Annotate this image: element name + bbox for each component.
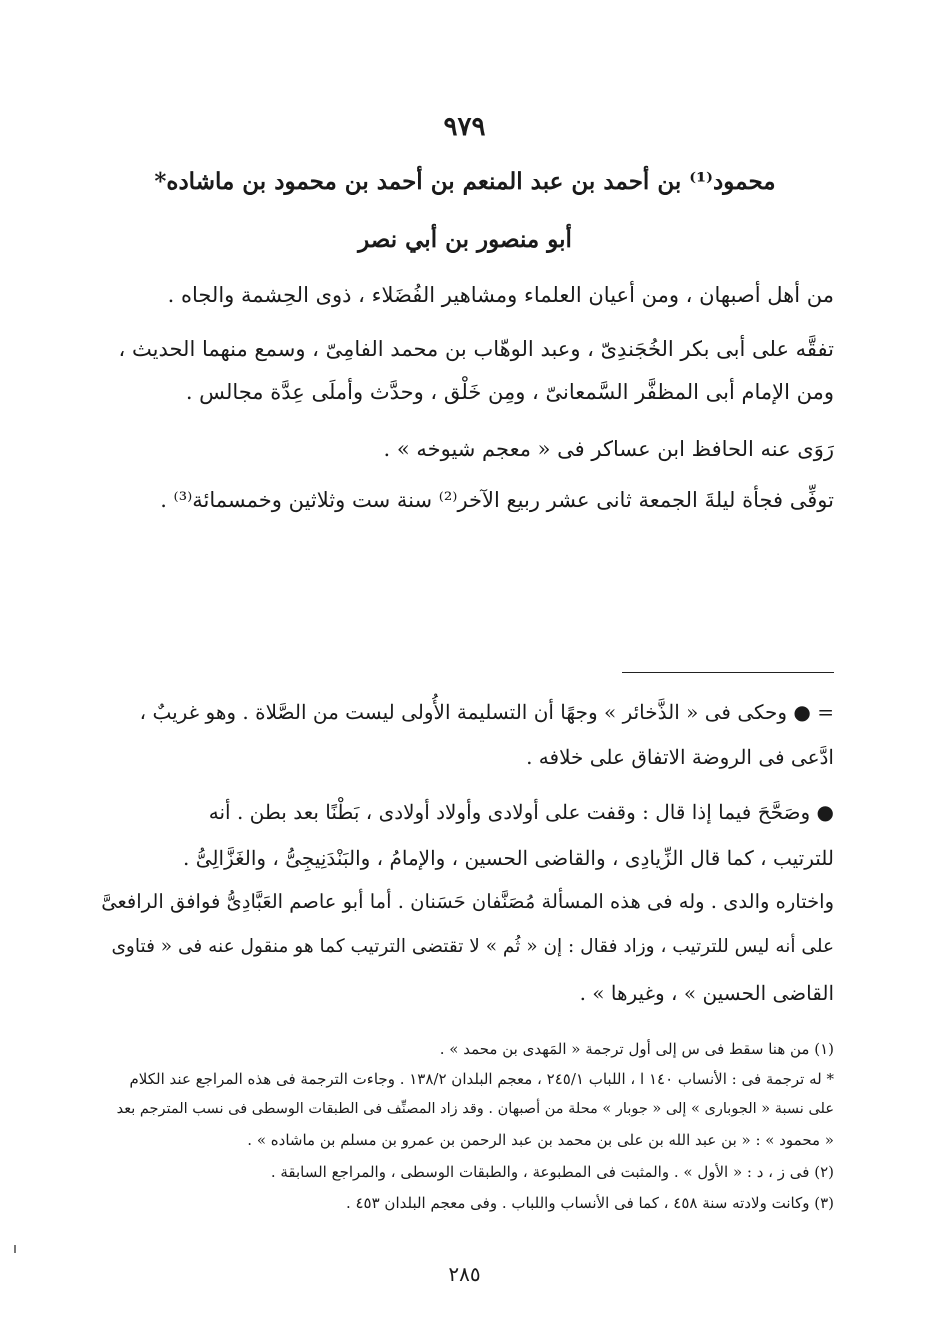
footnote: (٣) وكانت ولادته سنة ٤٥٨ ، كما فى الأنساب واللباب . وفى معجم البلدان ٤٥٣ . bbox=[345, 1194, 834, 1212]
continuation-line: على أنه ليس للترتيب ، وزاد فقال : إن « ثُم » لا تقتضى الترتيب كما هو منقول عنه فى « فتاوى bbox=[111, 936, 834, 957]
footnote: (٢) فى ز ، د : « الأول » . والمثبت فى المطبوعة ، والطبقات الوسطى ، والمراجع السابقة . bbox=[270, 1163, 834, 1181]
biography-heading: محمود⁽¹⁾ بن أحمد بن عبد المنعم بن أحمد بن محمود بن ماشاده* bbox=[154, 168, 776, 195]
continuation-line: القاضى الحسين » ، وغيرها » . bbox=[579, 981, 834, 1005]
body-line: رَوَى عنه الحافظ ابن عساكر فى « معجم شيوخه » . bbox=[383, 437, 834, 461]
body-line: من أهل أصبهان ، ومن أعيان العلماء ومشاهير الفُضَلاء ، ذوى الحِشمة والجاه . bbox=[167, 283, 834, 307]
body-line: ومن الإمام أبى المظفَّر السَّمعانىّ ، ومِن خَلْق ، وحدَّث وأملَى عِدَّة مجالس . bbox=[185, 380, 834, 404]
footnote: * له ترجمة فى : الأنساب ١٤٠ ا ، اللباب ٢٤٥/١ ، معجم البلدان ١٣٨/٢ . وجاءت الترجمة فى هذه المراجع عند الكلام bbox=[129, 1070, 834, 1088]
footnote: على نسبة « الجوبارى » إلى « جوبار » محلة من أصبهان . وقد زاد المصنِّف فى الطبقات الوسطى فى نسب المترجم بعد bbox=[116, 1101, 834, 1117]
continuation-line: ● وصَحَّحَ فيما إذا قال : وقفت على أولادى وأولاد أولادى ، بَطْنًا بعد بطن . أنه bbox=[208, 800, 834, 824]
footnote: (١) من هنا سقط فى س إلى أول ترجمة « المَهدى بن محمد » . bbox=[439, 1040, 834, 1058]
scan-mark bbox=[14, 1245, 16, 1253]
continuation-line: ادَّعى فى الروضة الاتفاق على خلافه . bbox=[526, 745, 834, 769]
continuation-line: واختاره والدى . وله فى هذه المسألة مُصَنَّفان حَسَنان . أما أبو عاصم العَبَّادِىُّ فوافق الرافعىَّ bbox=[101, 890, 834, 913]
body-line: تفقَّه على أبى بكر الخُجَندِىّ ، وعبد الوهّاب بن محمد الفامِىّ ، وسمع منهما الحديث ، bbox=[118, 337, 834, 361]
footnote-separator bbox=[622, 672, 834, 673]
biography-kunya: أبو منصور بن أبي نصر bbox=[358, 226, 572, 253]
continuation-line: = ● وحكى فى « الذَّخائر » وجهًا أن التسليمة الأُولى ليست من الصَّلاة . وهو غريبٌ ، bbox=[139, 700, 834, 724]
entry-number: ٩٧٩ bbox=[443, 112, 486, 142]
footnote: « محمود » : « بن عبد الله بن على بن محمد بن عبد الرحمن بن عمرو بن مسلم بن ماشاده » . bbox=[247, 1131, 834, 1149]
continuation-line: للترتيب ، كما قال الزِّيادِى ، والقاضى الحسين ، والإمامُ ، والبَنْدَنِيجِىُّ ، والغَزَّالِىُّ . bbox=[183, 846, 834, 870]
body-line: توفِّى فجأة ليلةَ الجمعة ثانى عشر ربيع الآخر⁽²⁾ سنة ست وثلاثين وخمسمائة⁽³⁾ . bbox=[160, 488, 834, 512]
page-number: ٢٨٥ bbox=[448, 1262, 481, 1286]
